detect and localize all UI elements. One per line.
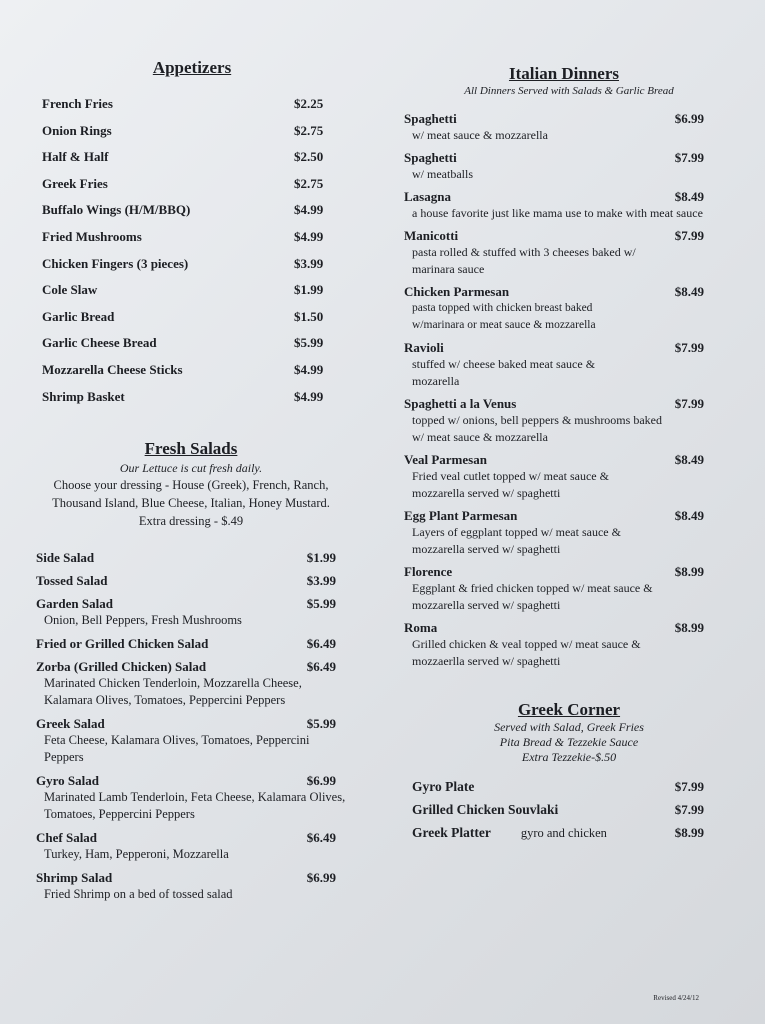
item-price: $5.99 (306, 596, 336, 612)
salad-item (36, 716, 346, 766)
item-name: Buffalo Wings (H/M/BBQ) (42, 202, 191, 218)
italian-item (404, 111, 704, 144)
dressing-note: Choose your dressing - House (Greek), French, Ranch, Thousand Island, Blue Cheese, Italian, Honey Mustard. Extra dressing - $.49 (52, 478, 330, 529)
item-description: pasta topped with chicken breast baked w/marinara or meat sauce & mozzarella (412, 302, 596, 331)
item-name: Roma (404, 620, 438, 635)
item-name: Cole Slaw (42, 282, 98, 298)
item-description: Grilled chicken & veal topped w/ meat sauce & mozzaerlla served w/ spaghetti (412, 637, 641, 668)
item-name: French Fries (42, 96, 113, 111)
item-description: Fried veal cutlet topped w/ meat sauce & mozzarella served w/ spaghetti (412, 469, 609, 500)
item-name: Egg Plant Parmesan (404, 508, 518, 523)
item-name: Greek Salad (36, 716, 105, 732)
item-name: Chicken Parmesan (404, 284, 510, 299)
left-column (36, 58, 346, 910)
item-price: $8.49 (674, 284, 704, 299)
appetizer-item (36, 256, 346, 283)
item-name: Tossed Salad (36, 573, 108, 589)
item-price: $2.25 (294, 96, 324, 111)
item-price: $1.50 (294, 308, 324, 324)
item-price: $4.99 (294, 228, 324, 244)
item-name: Greek Fries (42, 175, 108, 191)
item-price: $3.99 (294, 255, 324, 271)
item-price: $6.49 (306, 636, 336, 652)
item-name: Mozzarella Cheese Sticks (42, 361, 183, 377)
item-price: $2.50 (294, 149, 324, 165)
item-price: $2.75 (294, 175, 324, 191)
italian-item (404, 284, 704, 334)
item-description: Layers of eggplant topped w/ meat sauce & mozzarella served w/ spaghetti (412, 525, 621, 556)
item-price: $8.99 (674, 825, 704, 840)
item-price: $8.99 (674, 620, 704, 635)
item-price: $8.49 (674, 189, 704, 204)
appetizer-item (36, 176, 346, 203)
italian-subtitle: All Dinners Served with Salads & Garlic Bread (464, 85, 674, 97)
italian-item (404, 564, 704, 614)
item-name: Shrimp Salad (36, 870, 113, 886)
item-name: Garlic Cheese Bread (42, 335, 157, 351)
item-price: $8.49 (674, 508, 704, 523)
salads-title: Fresh Salads (144, 439, 238, 459)
item-description: Turkey, Ham, Pepperoni, Mozzarella (44, 847, 229, 862)
salad-item (36, 636, 346, 652)
item-name: Garden Salad (36, 596, 113, 612)
greek-title: Greek Corner (517, 700, 621, 719)
salad-item (36, 596, 346, 629)
item-name: Greek Platter (412, 825, 491, 840)
item-name: Gyro Plate (412, 779, 475, 794)
appetizers-section (36, 58, 346, 415)
greek-subtitle-2: Pita Bread & Tezzekie Sauce (499, 735, 639, 749)
item-price: $5.99 (306, 716, 336, 732)
salad-item (36, 773, 346, 823)
item-price: $6.49 (306, 830, 336, 846)
item-price: $6.49 (306, 659, 336, 675)
italian-item (404, 340, 704, 390)
item-description: Feta Cheese, Kalamara Olives, Tomatoes, Peppercini Peppers (44, 733, 310, 765)
salad-item (36, 659, 346, 709)
salads-section (36, 439, 346, 903)
greek-item (404, 802, 704, 825)
italian-item (404, 189, 704, 222)
item-price: $4.99 (294, 388, 324, 404)
item-description: w/ meatballs (412, 167, 473, 181)
item-price: $7.99 (674, 396, 704, 411)
item-name: Lasagna (404, 189, 451, 204)
item-price: $6.99 (306, 870, 336, 886)
item-name: Manicotti (404, 228, 459, 243)
item-name: Half & Half (42, 149, 109, 165)
appetizer-item (36, 309, 346, 336)
item-description: Fried Shrimp on a bed of tossed salad (44, 887, 233, 902)
item-name: Veal Parmesan (404, 452, 487, 467)
item-name: Chicken Fingers (3 pieces) (42, 255, 189, 271)
item-price: $4.99 (294, 361, 324, 377)
item-price: $7.99 (674, 228, 704, 243)
italian-item (404, 452, 704, 502)
revised-date: Revised 4/24/12 (653, 994, 699, 1002)
item-price: $7.99 (674, 802, 704, 817)
greek-subtitle-3: Extra Tezzekie-$.50 (521, 750, 617, 764)
item-name: Gyro Salad (36, 773, 99, 789)
item-description: Onion, Bell Peppers, Fresh Mushrooms (44, 613, 242, 628)
appetizer-item (36, 96, 346, 123)
appetizer-item (36, 229, 346, 256)
italian-item (404, 228, 704, 278)
item-name: Spaghetti (404, 150, 457, 165)
item-name: Fried or Grilled Chicken Salad (36, 636, 209, 652)
item-name: Onion Rings (42, 122, 112, 138)
italian-item (404, 150, 704, 183)
item-description: Eggplant & fried chicken topped w/ meat sauce & mozzarella served w/ spaghetti (412, 581, 653, 612)
right-column (404, 64, 704, 848)
item-price: $6.99 (674, 111, 704, 126)
item-description: pasta rolled & stuffed with 3 cheeses baked w/ marinara sauce (412, 245, 636, 276)
appetizers-title: Appetizers (152, 58, 232, 77)
greek-section (404, 700, 704, 848)
appetizer-item (36, 389, 346, 416)
salad-item (36, 870, 346, 903)
item-price: $3.99 (306, 573, 336, 589)
item-price: $4.99 (294, 202, 324, 218)
italian-item (404, 508, 704, 558)
item-price: $1.99 (294, 282, 324, 298)
greek-subtitle-1: Served with Salad, Greek Fries (494, 720, 644, 734)
salad-item (36, 573, 346, 589)
item-name: Spaghetti a la Venus (404, 396, 517, 411)
italian-section (404, 64, 704, 670)
item-price: $7.99 (674, 779, 704, 794)
item-name: Fried Mushrooms (42, 228, 142, 244)
appetizer-item (36, 362, 346, 389)
salad-item (36, 550, 346, 566)
item-price: $7.99 (674, 340, 704, 355)
italian-title: Italian Dinners (508, 64, 620, 83)
item-description: Marinated Chicken Tenderloin, Mozzarella Cheese, Kalamara Olives, Tomatoes, Peppercini Peppers (44, 676, 302, 708)
appetizer-item (36, 123, 346, 150)
item-name: Shrimp Basket (42, 388, 125, 404)
item-name: Spaghetti (404, 111, 457, 126)
greek-item (404, 779, 704, 802)
appetizers-list (36, 96, 346, 415)
item-name: Zorba (Grilled Chicken) Salad (36, 659, 207, 675)
appetizer-item (36, 335, 346, 362)
item-description: Marinated Lamb Tenderloin, Feta Cheese, Kalamara Olives, Tomatoes, Peppercini Peppers (44, 790, 346, 822)
italian-item (404, 396, 704, 446)
salads-subtitle: Our Lettuce is cut fresh daily. (119, 461, 263, 476)
appetizer-item (36, 282, 346, 309)
item-price: $6.99 (306, 773, 336, 789)
item-name: Grilled Chicken Souvlaki (412, 802, 559, 817)
item-name: Florence (404, 564, 453, 579)
item-description: topped w/ onions, bell peppers & mushrooms baked w/ meat sauce & mozzarella (412, 413, 662, 444)
item-name: Ravioli (404, 340, 444, 355)
item-price: $5.99 (294, 335, 324, 351)
greek-item (404, 825, 704, 848)
item-extra: gyro and chicken (520, 826, 607, 840)
item-price: $8.49 (674, 452, 704, 467)
item-name: Chef Salad (36, 830, 98, 846)
appetizer-item (36, 149, 346, 176)
item-name: Garlic Bread (42, 308, 115, 324)
item-description: stuffed w/ cheese baked meat sauce & mozarella (412, 357, 596, 388)
italian-item (404, 620, 704, 670)
salad-item (36, 830, 346, 863)
item-name: Side Salad (36, 550, 95, 566)
item-description: a house favorite just like mama use to make with meat sauce (412, 206, 703, 220)
item-price: $1.99 (306, 550, 336, 566)
item-description: w/ meat sauce & mozzarella (412, 128, 548, 142)
item-price: $7.99 (674, 150, 704, 165)
appetizer-item (36, 202, 346, 229)
item-price: $8.99 (674, 564, 704, 579)
item-price: $2.75 (294, 122, 324, 138)
